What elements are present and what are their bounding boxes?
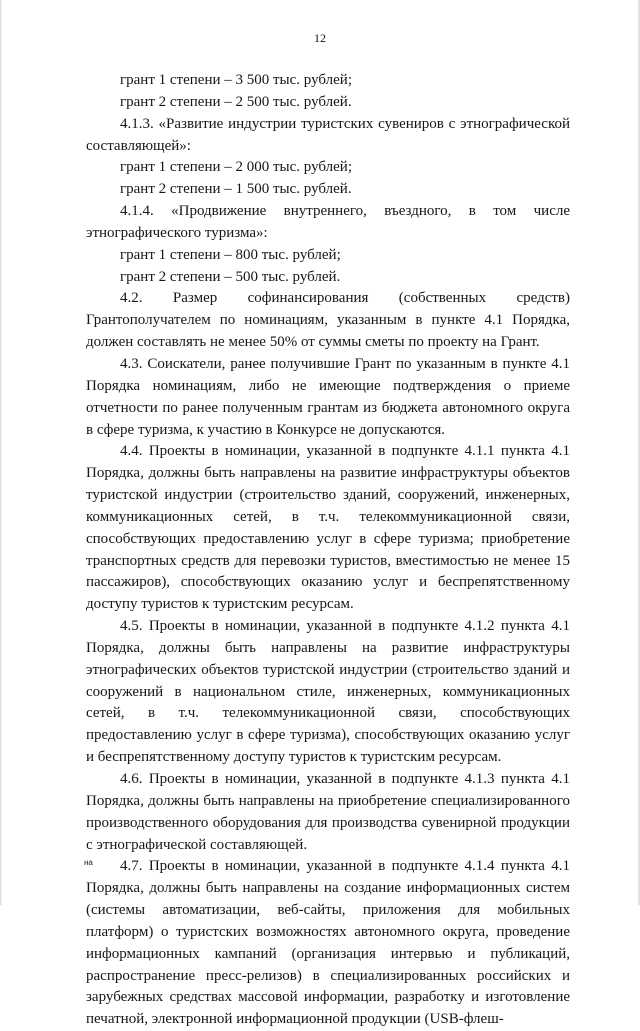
paragraph: 4.3. Соискатели, ранее получившие Грант по указанным в пункте 4.1 Порядка номинациям, либо не имеющие подтверждения о приеме отчетности по ранее полученным грантам из бюджета автономного округа в сфере туризма, к участию в Конкурсе не допускаются. — [86, 355, 570, 438]
paragraph: грант 2 степени – 500 тыс. рублей. — [120, 268, 341, 285]
paragraph: грант 1 степени – 800 тыс. рублей; — [120, 246, 341, 263]
paragraph: 4.4. Проекты в номинации, указанной в подпункте 4.1.1 пункта 4.1 Порядка, должны быть направлены на развитие инфраструктуры объектов туристской индустрии (строительство зданий, сооружений, инженерных, коммуникационных сетей, в т.ч. телекоммуникационной связи, способствующих предоставлению услуг в сфере туризма; приобретение транспортных средств для перевозки туристов, вместимостью не менее 15 пассажиров), способствующих оказанию услуг и беспрепятственному доступу туристов к туристским ресурсам. — [86, 443, 570, 613]
paragraph: грант 1 степени – 2 000 тыс. рублей; — [120, 159, 352, 176]
document-body — [86, 70, 570, 1031]
paragraph: грант 1 степени – 3 500 тыс. рублей; — [120, 72, 352, 88]
page-number: 12 — [314, 31, 326, 45]
paragraph: 4.5. Проекты в номинации, указанной в подпункте 4.1.2 пункта 4.1 Порядка, должны быть направлены на развитие инфраструктуры этнографических объектов туристской индустрии (строительство зданий и сооружений в национальном стиле, инженерных, коммуникационных сетей, в т.ч. телекоммуникационной связи, способствующих предоставлению услуг в сфере туризма), способствующих оказанию услуг и беспрепятственному доступу туристов к туристским ресурсам. — [86, 618, 570, 766]
paragraph: 4.1.4. «Продвижение внутреннего, въездного, в том числе этнографического туризма»: — [86, 203, 570, 241]
footer-mark: на — [84, 858, 93, 867]
paragraph: 4.7. Проекты в номинации, указанной в подпункте 4.1.4 пункта 4.1 Порядка, должны быть направлены на создание информационных систем (системы автоматизации, веб-сайты, приложения для мобильных платформ) о туристских возможностях автономного округа, проведение информационных кампаний (организация интервью и публикаций, распространение пресс-релизов) в специализированных российских и зарубежных средствах массовой информации, разработку и изготовление печатной, электронной информационной продукции (USB-флеш- — [86, 858, 570, 1028]
paragraph: грант 2 степени – 1 500 тыс. рублей. — [120, 181, 352, 198]
paragraph: 4.6. Проекты в номинации, указанной в подпункте 4.1.3 пункта 4.1 Порядка, должны быть направлены на приобретение специализированного производственного оборудования для производства сувенирной продукции с этнографической составляющей. — [86, 771, 570, 853]
scan-edge-left — [0, 0, 2, 905]
paragraph: 4.1.3. «Развитие индустрии туристских сувениров с этнографической составляющей»: — [86, 115, 570, 154]
paragraph: 4.2. Размер софинансирования (собственных средств) Грантополучателем по номинациям, указанным в пункте 4.1 Порядка, должен составлять не менее 50% от суммы сметы по проекту на Грант. — [86, 290, 570, 351]
paragraph: грант 2 степени – 2 500 тыс. рублей. — [120, 93, 352, 110]
